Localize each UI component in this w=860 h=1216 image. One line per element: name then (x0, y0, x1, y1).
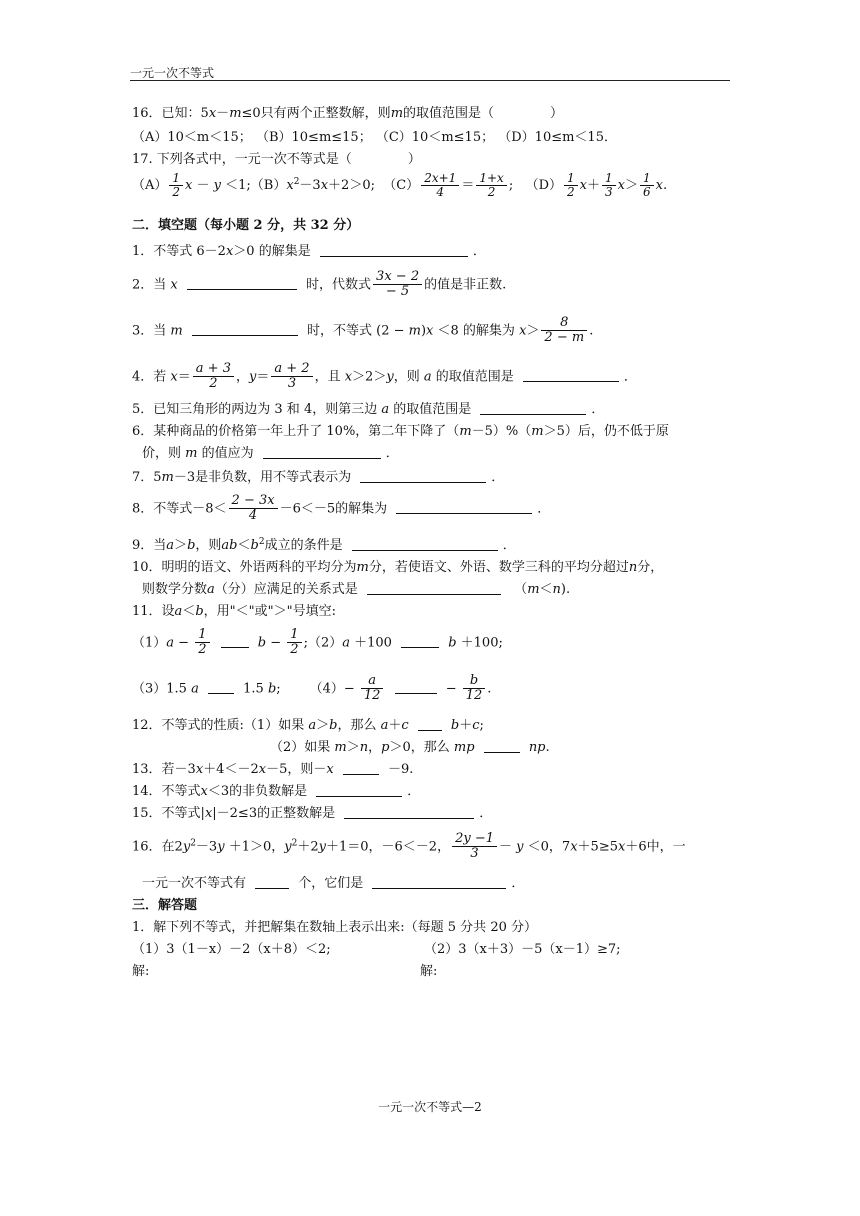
fill-q3: 3．当 m 时，不等式 (2 − m)x ＜8 的解集为 x＞ $\frac{8}{2 - m}$ . (132, 315, 594, 346)
solve-q1: 1．解下列不等式，并把解集在数轴上表示出来:（每题 5 分共 20 分） (132, 920, 537, 935)
solve-q1-part1: （1）3（1－x）－2（x＋8）＜2; (132, 942, 331, 957)
page-footer: 一元一次不等式—2 (378, 1100, 482, 1114)
question-16: 16．已知：5x－m≤0只有两个正整数解，则m的取值范围是（ ） (132, 106, 564, 121)
fill-q5: 5．已知三角形的两边为 3 和 4，则第三边 a 的取值范围是 ． (132, 402, 605, 417)
question-17-options: （A） $\frac{1}{2}$ $x - y <1;(B)x^2-3x+2>0$; （C） $\frac{2x+1}{4}$ ＝ $\frac{1+x}{2}$ ; （D） $\frac{1}{2}$ x＋ $\frac{1}{3}$ x＞ $\frac{1}{6}$ x. (132, 171, 668, 200)
solve-q1-part2: （2）3（x＋3）－5（x－1）≥7; (424, 942, 621, 957)
fill-q9: 9．当a＞b，则$ab<b^2$成立的条件是 ． (132, 537, 516, 553)
section-2-title: 二．填空题（每小题 2 分，共 32 分） (132, 218, 360, 233)
fill-q14: 14．不等式x＜3的非负数解是 ． (132, 784, 421, 799)
section-3-title: 三．解答题 (132, 898, 198, 913)
fill-q6: 6．某种商品的价格第一年上升了 10%，第二年下降了（m－5）%（m＞5）后，仍不低于原 (132, 424, 669, 439)
fill-q11-1-2: （1）a − $\frac{1}{2}$ b − $\frac{1}{2}$ ;（2）a ＋100 b ＋100; (132, 627, 503, 658)
header-rule (130, 80, 730, 81)
fill-q13: 13．若－3x＋4＜－2x－5，则－x －9. (132, 762, 414, 777)
fill-q4: 4．若 x＝ $\frac{a + 3}{2}$ ，y＝ $\frac{a + 2}{3}$ ，且 x＞2＞y，则 a 的取值范围是 ． (132, 361, 637, 392)
solve-q1-answer2: 解: (420, 964, 438, 979)
fill-q8: 8．不等式－8＜ $\frac{2 - 3x}{4}$ －6＜－5的解集为 ． (132, 493, 551, 524)
fill-q6-cont: 价，则 m 的值应为 ． (142, 446, 399, 461)
question-17: 17. 下列各式中，一元一次不等式是（ ） (132, 152, 421, 167)
fill-q1: 1．不等式 6－2x＞0 的解集是 ． (132, 244, 486, 259)
fill-q10-cont: 则数学分数a（分）应满足的关系式是 （m＜n). (142, 582, 571, 597)
fill-q16: 16．在$2y^2-3y +1>0$，$y^2+2y+1=0$，－6＜－2， $\frac{2y -1}{3}$ － y ＜0，7x＋5≥5x＋6中，一 (132, 831, 686, 862)
page-header: 一元一次不等式 (130, 66, 215, 80)
fill-q7: 7．5m－3是非负数，用不等式表示为 ． (132, 470, 505, 485)
fill-q2: 2．当 x 时，代数式 $\frac{3x - 2}{- 5}$ 的值是非正数. (132, 269, 507, 300)
fill-q12: 12．不等式的性质:（1）如果 a＞b，那么 a＋c b＋c; (132, 718, 484, 733)
fill-q10: 10．明明的语文、外语两科的平均分为m分，若使语文、外语、数学三科的平均分超过n分， (132, 560, 664, 575)
fill-q15: 15．不等式|x|－2≤3的正整数解是 ． (132, 806, 493, 821)
solve-q1-answer1: 解: (132, 964, 150, 979)
fill-q11-3-4: （3）1.5 a 1.5 b; （4）− $\frac{a}{12}$ − $\frac{b}{12}$ . (132, 673, 492, 704)
fill-q16-cont: 一元一次不等式有 个，它们是 ． (142, 876, 525, 891)
question-16-options: （A）10＜m＜15； （B）10≤m≤15； （C）10＜m≤15； （D）10≤m＜15． (132, 130, 617, 145)
fill-q12-2: （2）如果 m＞n，p＞0，那么 mp np. (270, 740, 550, 755)
fill-q11: 11．设a＜b，用"＜"或"＞"号填空: (132, 604, 336, 619)
